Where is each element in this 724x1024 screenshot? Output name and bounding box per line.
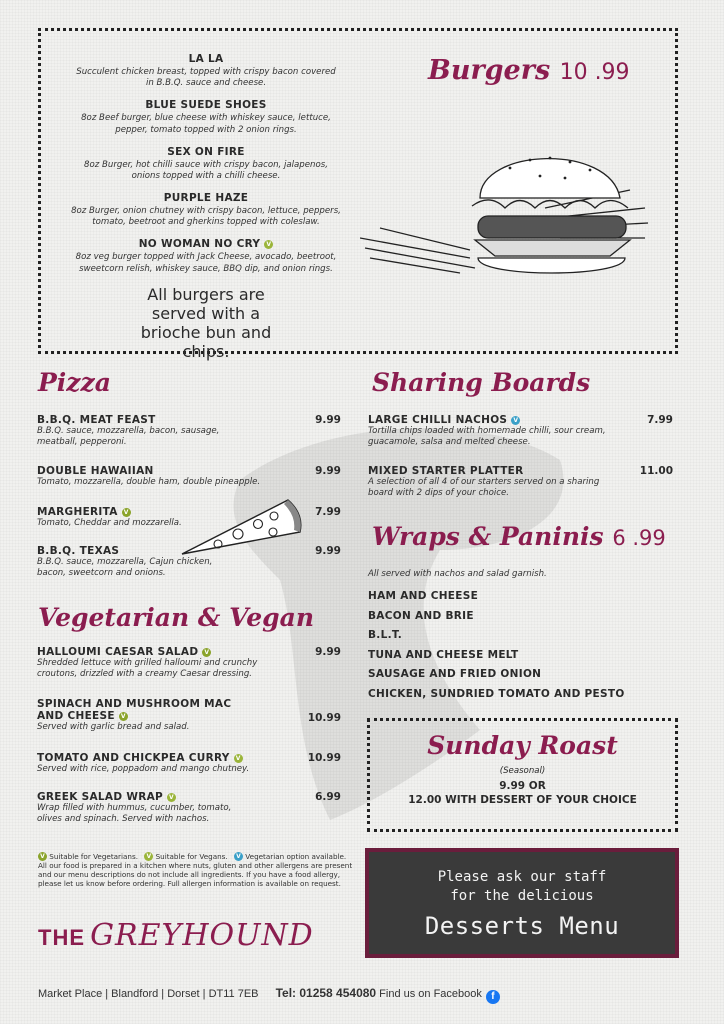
roast-seasonal: (Seasonal) xyxy=(499,766,546,776)
item-desc: Tortilla chips loaded with homemade chilli, sour cream, guacamole, salsa and melted cheese. xyxy=(368,426,606,448)
brand-logo xyxy=(38,918,314,953)
item-price: 9.99 xyxy=(315,465,341,477)
legend-vegan: Suitable for Vegans. xyxy=(155,852,228,861)
legend-veg-option: Vegetarian option available. xyxy=(245,852,347,861)
brand-the: THE xyxy=(38,925,85,950)
footer xyxy=(38,986,500,1004)
burgers-price: 10 .99 xyxy=(559,60,630,85)
roast-price-dessert: 12.00 WITH DESSERT OF YOUR CHOICE xyxy=(408,794,637,806)
facebook-link[interactable]: Find us on Facebook xyxy=(379,988,482,1000)
vegan-icon: V xyxy=(264,240,273,249)
vegan-icon: V xyxy=(144,852,153,861)
vegetarian-icon: V xyxy=(122,508,131,517)
item-name-text: TOMATO AND CHICKPEA CURRY xyxy=(37,752,230,764)
item-name: BLUE SUEDE SHOES xyxy=(145,99,267,112)
item-name: LA LA xyxy=(188,53,224,65)
dietary-legend xyxy=(38,852,358,888)
burger-illustration xyxy=(360,128,650,298)
menu-item xyxy=(37,465,297,488)
wraps-title-text: Wraps & Paninis xyxy=(372,522,604,551)
item-name-text: HALLOUMI CAESAR SALAD xyxy=(37,646,199,658)
allergen-note: All our food is prepared in a kitchen where nuts, gluten and other allergens are present and our menu descriptions do not include all ingredients. If you have a food allergy, please let us know before ordering. Full allergen information is available on request. xyxy=(38,861,353,888)
veg-option-icon: V xyxy=(234,852,243,861)
item-name xyxy=(71,238,341,250)
item-desc: Served with rice, poppadom and mango chutney. xyxy=(37,764,250,774)
burger-note: All burgers are served with a brioche bun and chips. xyxy=(140,284,272,361)
address: Market Place | Blandford | Dorset | DT11 7EB xyxy=(38,988,259,1000)
burger-list xyxy=(71,53,341,371)
item-desc: Shredded lettuce with grilled halloumi and crunchy croutons, drizzled with a creamy Caesar dressing. xyxy=(37,658,258,680)
veg-title: Vegetarian & Vegan xyxy=(38,603,315,632)
legend-vegetarian: Suitable for Vegetarians. xyxy=(49,852,138,861)
item-desc: Succulent chicken breast, topped with crispy bacon covered in B.B.Q. sauce and cheese. xyxy=(76,67,336,89)
wrap-item: SAUSAGE AND FRIED ONION xyxy=(368,668,542,680)
item-name: PURPLE HAZE xyxy=(163,192,249,205)
menu-item xyxy=(37,752,297,775)
item-price: 9.99 xyxy=(315,545,341,557)
item-price: 10.99 xyxy=(307,752,341,764)
wrap-item: HAM AND CHEESE xyxy=(368,590,479,602)
item-desc: A selection of all 4 of our starters served on a sharing board with 2 dips of your choice. xyxy=(368,477,600,499)
vegan-icon: V xyxy=(234,754,243,763)
item-price: 6.99 xyxy=(315,791,341,803)
item-price: 7.99 xyxy=(647,414,673,426)
burgers-title xyxy=(428,55,630,86)
item-name-text: MARGHERITA xyxy=(37,506,118,518)
item-name-text: GREEK SALAD WRAP xyxy=(37,791,164,803)
facebook-icon[interactable]: f xyxy=(486,990,500,1004)
wrap-item: CHICKEN, SUNDRIED TOMATO AND PESTO xyxy=(368,688,625,700)
item-price: 9.99 xyxy=(315,414,341,426)
item-desc: Tomato, Cheddar and mozzarella. xyxy=(37,518,182,528)
item-name-text: LARGE CHILLI NACHOS xyxy=(368,414,508,426)
burger-item xyxy=(71,192,341,228)
item-desc: 8oz Burger, onion chutney with crispy bacon, lettuce, peppers, tomato, beetroot and gherkins topped with coleslaw. xyxy=(71,206,341,228)
item-desc: 8oz Burger, hot chilli sauce with crispy bacon, jalapenos, onions topped with a chilli cheese. xyxy=(84,159,328,181)
item-name xyxy=(37,646,297,658)
wrap-item: B.L.T. xyxy=(368,629,403,641)
item-desc: Wrap filled with hummus, cucumber, tomato, olives and spinach. Served with nachos. xyxy=(37,803,232,825)
desserts-line1: Please ask our staff xyxy=(437,869,607,885)
wrap-item: BACON AND BRIE xyxy=(368,610,474,622)
sharing-title: Sharing Boards xyxy=(372,368,591,397)
roast-title: Sunday Roast xyxy=(427,731,618,760)
item-name: DOUBLE HAWAIIAN xyxy=(37,465,154,477)
pizza-title: Pizza xyxy=(38,368,111,397)
item-price: 10.99 xyxy=(307,712,341,724)
item-name xyxy=(37,791,297,803)
item-desc: 8oz veg burger topped with Jack Cheese, avocado, beetroot, sweetcorn relish, whiskey sauce, BBQ dip, and onion rings. xyxy=(75,252,337,274)
legend-icons xyxy=(38,852,358,861)
item-name xyxy=(368,414,628,426)
item-desc: Served with garlic bread and salad. xyxy=(37,722,190,732)
item-name-text: NO WOMAN NO CRY xyxy=(138,238,261,251)
item-name-line1: SPINACH AND MUSHROOM MAC xyxy=(37,698,232,710)
item-price: 11.00 xyxy=(639,465,673,477)
burger-item xyxy=(71,238,341,274)
item-name xyxy=(37,752,297,764)
item-name: B.B.Q. MEAT FEAST xyxy=(37,414,156,426)
vegan-icon: V xyxy=(167,793,176,802)
menu-item xyxy=(368,414,628,448)
burgers-title-text: Burgers xyxy=(428,55,551,86)
veg-option-icon: V xyxy=(511,416,520,425)
burger-item xyxy=(71,53,341,89)
pizza-slice-illustration xyxy=(178,494,308,560)
wraps-note: All served with nachos and salad garnish. xyxy=(368,569,547,579)
telephone: Tel: 01258 454080 xyxy=(275,986,377,1000)
desserts-line2: for the delicious xyxy=(450,887,594,904)
item-desc: B.B.Q. sauce, mozzarella, bacon, sausage, meatball, pepperoni. xyxy=(37,426,220,448)
item-name: SEX ON FIRE xyxy=(167,145,245,158)
vegetarian-icon: V xyxy=(119,712,128,721)
roast-price: 9.99 OR xyxy=(499,780,546,792)
vegetarian-icon: V xyxy=(202,648,211,657)
burger-item xyxy=(71,99,341,135)
wraps-price: 6 .99 xyxy=(612,526,666,550)
item-name: MIXED STARTER PLATTER xyxy=(368,465,524,477)
wrap-item: TUNA AND CHEESE MELT xyxy=(368,649,519,661)
item-price: 9.99 xyxy=(315,646,341,658)
wraps-title xyxy=(372,522,666,551)
menu-item xyxy=(37,698,297,733)
menu-item xyxy=(37,791,297,825)
item-desc: B.B.Q. sauce, mozzarella, Cajun chicken, bacon, sweetcorn and onions. xyxy=(37,557,213,579)
menu-item xyxy=(368,465,628,499)
item-name: B.B.Q. TEXAS xyxy=(37,545,120,557)
burger-item xyxy=(71,146,341,182)
desserts-heading: Desserts Menu xyxy=(424,911,620,940)
menu-item xyxy=(37,646,297,680)
item-desc: Tomato, mozzarella, double ham, double pineapple. xyxy=(37,477,261,487)
sunday-roast-panel xyxy=(367,718,678,832)
item-price: 7.99 xyxy=(315,506,341,518)
desserts-chalkboard xyxy=(365,848,679,958)
vegetarian-icon: V xyxy=(38,852,47,861)
item-name-text: AND CHEESE xyxy=(37,710,115,722)
brand-name: GREYHOUND xyxy=(90,918,314,953)
item-desc: 8oz Beef burger, blue cheese with whiskey sauce, lettuce, pepper, tomato topped with 2 onion rings. xyxy=(81,113,331,135)
menu-item xyxy=(37,414,287,448)
item-name xyxy=(37,710,297,722)
